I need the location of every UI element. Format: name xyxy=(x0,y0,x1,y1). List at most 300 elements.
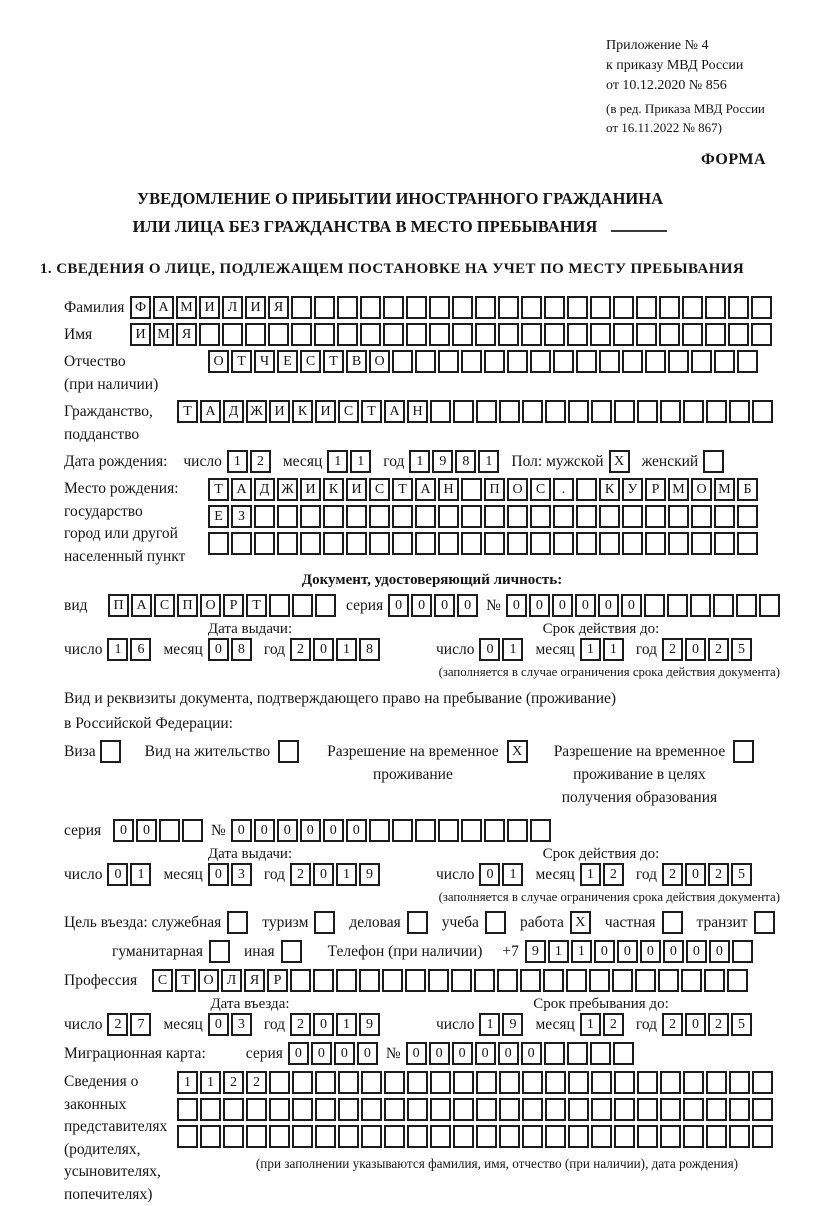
char-cell[interactable]: Ф xyxy=(130,296,151,319)
char-cell[interactable]: 9 xyxy=(359,863,380,886)
char-cell[interactable]: 2 xyxy=(223,1071,244,1094)
char-cell[interactable]: 3 xyxy=(231,1013,252,1036)
char-cell[interactable] xyxy=(292,1125,313,1148)
char-cell[interactable] xyxy=(292,1098,313,1121)
char-cell[interactable]: С xyxy=(338,400,359,423)
char-cell[interactable] xyxy=(658,969,679,992)
char-cell[interactable]: 1 xyxy=(327,450,348,473)
char-cell[interactable]: Н xyxy=(407,400,428,423)
char-cell[interactable] xyxy=(522,1098,543,1121)
char-cell[interactable]: 0 xyxy=(598,594,619,617)
char-cell[interactable] xyxy=(544,296,565,319)
char-cell[interactable] xyxy=(315,1098,336,1121)
char-cell[interactable]: 2 xyxy=(246,1071,267,1094)
char-cell[interactable] xyxy=(100,740,121,763)
char-cell[interactable] xyxy=(635,969,656,992)
char-cell[interactable] xyxy=(438,819,459,842)
char-cell[interactable]: 0 xyxy=(457,594,478,617)
char-cell[interactable] xyxy=(659,323,680,346)
char-cell[interactable] xyxy=(429,296,450,319)
char-cell[interactable] xyxy=(751,323,772,346)
char-cell[interactable]: С xyxy=(530,478,551,501)
char-cell[interactable] xyxy=(182,819,203,842)
char-cell[interactable]: 1 xyxy=(409,450,430,473)
char-cell[interactable]: 0 xyxy=(685,1013,706,1036)
char-cell[interactable]: 2 xyxy=(290,863,311,886)
char-cell[interactable] xyxy=(452,323,473,346)
char-cell[interactable] xyxy=(553,532,574,555)
char-cell[interactable] xyxy=(223,1125,244,1148)
char-cell[interactable] xyxy=(729,1098,750,1121)
char-cell[interactable]: Т xyxy=(392,478,413,501)
char-cell[interactable] xyxy=(453,1098,474,1121)
char-cell[interactable] xyxy=(530,350,551,373)
char-cell[interactable] xyxy=(590,323,611,346)
char-cell[interactable] xyxy=(315,594,336,617)
char-cell[interactable] xyxy=(361,1098,382,1121)
char-cell[interactable] xyxy=(522,1071,543,1094)
char-cell[interactable] xyxy=(369,532,390,555)
char-cell[interactable] xyxy=(567,323,588,346)
char-cell[interactable]: 0 xyxy=(346,819,367,842)
char-cell[interactable] xyxy=(545,1098,566,1121)
char-cell[interactable] xyxy=(691,505,712,528)
char-cell[interactable] xyxy=(429,323,450,346)
char-cell[interactable] xyxy=(209,940,230,963)
char-cell[interactable] xyxy=(315,1071,336,1094)
char-cell[interactable] xyxy=(383,296,404,319)
char-cell[interactable] xyxy=(683,400,704,423)
char-cell[interactable] xyxy=(576,350,597,373)
char-cell[interactable]: 0 xyxy=(313,1013,334,1036)
char-cell[interactable]: И xyxy=(245,296,266,319)
char-cell[interactable]: Л xyxy=(221,969,242,992)
char-cell[interactable]: 1 xyxy=(502,863,523,886)
char-cell[interactable]: Т xyxy=(208,478,229,501)
char-cell[interactable] xyxy=(346,532,367,555)
char-cell[interactable] xyxy=(691,350,712,373)
char-cell[interactable] xyxy=(227,911,248,934)
char-cell[interactable] xyxy=(359,969,380,992)
char-cell[interactable] xyxy=(660,1098,681,1121)
char-cell[interactable] xyxy=(752,1125,773,1148)
char-cell[interactable]: Ж xyxy=(246,400,267,423)
char-cell[interactable] xyxy=(291,323,312,346)
char-cell[interactable] xyxy=(507,532,528,555)
char-cell[interactable] xyxy=(668,532,689,555)
char-cell[interactable] xyxy=(599,350,620,373)
char-cell[interactable]: 1 xyxy=(580,1013,601,1036)
char-cell[interactable] xyxy=(231,532,252,555)
char-cell[interactable]: А xyxy=(415,478,436,501)
char-cell[interactable] xyxy=(438,532,459,555)
char-cell[interactable]: З xyxy=(231,505,252,528)
char-cell[interactable]: 0 xyxy=(575,594,596,617)
char-cell[interactable] xyxy=(484,532,505,555)
char-cell[interactable]: Т xyxy=(175,969,196,992)
char-cell[interactable] xyxy=(706,400,727,423)
char-cell[interactable] xyxy=(714,505,735,528)
char-cell[interactable]: В xyxy=(346,350,367,373)
char-cell[interactable] xyxy=(622,505,643,528)
char-cell[interactable] xyxy=(476,1071,497,1094)
char-cell[interactable] xyxy=(323,505,344,528)
char-cell[interactable]: 0 xyxy=(208,638,229,661)
char-cell[interactable] xyxy=(438,505,459,528)
char-cell[interactable] xyxy=(681,969,702,992)
char-cell[interactable] xyxy=(497,969,518,992)
char-cell[interactable] xyxy=(484,819,505,842)
char-cell[interactable] xyxy=(683,1098,704,1121)
char-cell[interactable]: 0 xyxy=(506,594,527,617)
char-cell[interactable] xyxy=(614,1098,635,1121)
char-cell[interactable]: 8 xyxy=(455,450,476,473)
char-cell[interactable] xyxy=(737,350,758,373)
char-cell[interactable] xyxy=(159,819,180,842)
char-cell[interactable]: 0 xyxy=(686,940,707,963)
char-cell[interactable]: С xyxy=(154,594,175,617)
char-cell[interactable] xyxy=(498,296,519,319)
char-cell[interactable] xyxy=(752,1071,773,1094)
char-cell[interactable] xyxy=(599,505,620,528)
char-cell[interactable] xyxy=(732,940,753,963)
char-cell[interactable]: 2 xyxy=(662,863,683,886)
char-cell[interactable] xyxy=(269,1125,290,1148)
char-cell[interactable] xyxy=(752,1098,773,1121)
char-cell[interactable] xyxy=(360,296,381,319)
char-cell[interactable] xyxy=(612,969,633,992)
char-cell[interactable]: 1 xyxy=(603,638,624,661)
char-cell[interactable]: 0 xyxy=(231,819,252,842)
char-cell[interactable]: 1 xyxy=(227,450,248,473)
char-cell[interactable] xyxy=(662,911,683,934)
char-cell[interactable]: К xyxy=(323,478,344,501)
char-cell[interactable] xyxy=(637,1071,658,1094)
char-cell[interactable]: М xyxy=(176,296,197,319)
char-cell[interactable]: А xyxy=(231,478,252,501)
char-cell[interactable]: X xyxy=(609,450,630,473)
char-cell[interactable] xyxy=(254,532,275,555)
char-cell[interactable] xyxy=(521,323,542,346)
char-cell[interactable]: 0 xyxy=(136,819,157,842)
char-cell[interactable] xyxy=(199,323,220,346)
char-cell[interactable] xyxy=(361,1071,382,1094)
char-cell[interactable] xyxy=(430,1125,451,1148)
char-cell[interactable]: И xyxy=(315,400,336,423)
char-cell[interactable] xyxy=(591,1098,612,1121)
char-cell[interactable] xyxy=(660,1071,681,1094)
char-cell[interactable]: 0 xyxy=(479,638,500,661)
char-cell[interactable] xyxy=(290,969,311,992)
char-cell[interactable] xyxy=(336,969,357,992)
char-cell[interactable] xyxy=(177,1125,198,1148)
char-cell[interactable] xyxy=(682,323,703,346)
char-cell[interactable] xyxy=(591,400,612,423)
char-cell[interactable] xyxy=(520,969,541,992)
char-cell[interactable] xyxy=(360,323,381,346)
char-cell[interactable] xyxy=(614,400,635,423)
char-cell[interactable] xyxy=(384,1071,405,1094)
char-cell[interactable] xyxy=(729,400,750,423)
char-cell[interactable] xyxy=(622,532,643,555)
char-cell[interactable]: Т xyxy=(323,350,344,373)
char-cell[interactable]: 2 xyxy=(250,450,271,473)
char-cell[interactable] xyxy=(474,969,495,992)
char-cell[interactable] xyxy=(245,323,266,346)
char-cell[interactable] xyxy=(278,740,299,763)
char-cell[interactable]: 9 xyxy=(432,450,453,473)
char-cell[interactable]: А xyxy=(384,400,405,423)
char-cell[interactable] xyxy=(200,1098,221,1121)
char-cell[interactable] xyxy=(728,323,749,346)
char-cell[interactable] xyxy=(530,532,551,555)
char-cell[interactable] xyxy=(545,400,566,423)
char-cell[interactable]: 5 xyxy=(731,1013,752,1036)
char-cell[interactable] xyxy=(346,505,367,528)
char-cell[interactable] xyxy=(200,1125,221,1148)
char-cell[interactable]: И xyxy=(300,478,321,501)
char-cell[interactable]: 2 xyxy=(603,1013,624,1036)
char-cell[interactable]: 0 xyxy=(411,594,432,617)
char-cell[interactable]: 0 xyxy=(498,1042,519,1065)
char-cell[interactable]: 1 xyxy=(478,450,499,473)
char-cell[interactable] xyxy=(589,969,610,992)
char-cell[interactable] xyxy=(461,505,482,528)
char-cell[interactable] xyxy=(703,450,724,473)
char-cell[interactable]: И xyxy=(199,296,220,319)
char-cell[interactable] xyxy=(292,1071,313,1094)
char-cell[interactable]: О xyxy=(369,350,390,373)
char-cell[interactable]: 2 xyxy=(107,1013,128,1036)
char-cell[interactable] xyxy=(705,323,726,346)
char-cell[interactable] xyxy=(568,1125,589,1148)
char-cell[interactable]: О xyxy=(691,478,712,501)
char-cell[interactable] xyxy=(566,969,587,992)
char-cell[interactable]: 2 xyxy=(603,863,624,886)
char-cell[interactable] xyxy=(269,1071,290,1094)
char-cell[interactable] xyxy=(706,1125,727,1148)
char-cell[interactable]: 0 xyxy=(334,1042,355,1065)
char-cell[interactable]: Т xyxy=(177,400,198,423)
char-cell[interactable]: 1 xyxy=(177,1071,198,1094)
char-cell[interactable] xyxy=(545,1071,566,1094)
char-cell[interactable]: П xyxy=(177,594,198,617)
char-cell[interactable] xyxy=(530,819,551,842)
char-cell[interactable] xyxy=(545,1125,566,1148)
char-cell[interactable] xyxy=(614,1071,635,1094)
char-cell[interactable] xyxy=(384,1098,405,1121)
char-cell[interactable]: С xyxy=(300,350,321,373)
char-cell[interactable]: 9 xyxy=(359,1013,380,1036)
char-cell[interactable] xyxy=(407,1098,428,1121)
char-cell[interactable]: 0 xyxy=(311,1042,332,1065)
char-cell[interactable] xyxy=(683,1125,704,1148)
char-cell[interactable] xyxy=(208,532,229,555)
char-cell[interactable] xyxy=(544,323,565,346)
char-cell[interactable]: 9 xyxy=(525,940,546,963)
char-cell[interactable] xyxy=(430,400,451,423)
char-cell[interactable] xyxy=(246,1125,267,1148)
char-cell[interactable] xyxy=(714,350,735,373)
char-cell[interactable] xyxy=(277,532,298,555)
char-cell[interactable] xyxy=(475,323,496,346)
char-cell[interactable] xyxy=(591,1125,612,1148)
char-cell[interactable] xyxy=(599,532,620,555)
char-cell[interactable] xyxy=(407,1071,428,1094)
char-cell[interactable] xyxy=(754,911,775,934)
char-cell[interactable]: Л xyxy=(222,296,243,319)
char-cell[interactable]: Т xyxy=(361,400,382,423)
char-cell[interactable]: 0 xyxy=(113,819,134,842)
char-cell[interactable] xyxy=(507,505,528,528)
char-cell[interactable]: 0 xyxy=(323,819,344,842)
char-cell[interactable]: С xyxy=(369,478,390,501)
char-cell[interactable]: Я xyxy=(244,969,265,992)
char-cell[interactable] xyxy=(543,969,564,992)
char-cell[interactable]: 9 xyxy=(502,1013,523,1036)
char-cell[interactable] xyxy=(568,1071,589,1094)
char-cell[interactable] xyxy=(314,296,335,319)
char-cell[interactable]: 6 xyxy=(130,638,151,661)
char-cell[interactable]: 0 xyxy=(357,1042,378,1065)
char-cell[interactable] xyxy=(613,323,634,346)
char-cell[interactable]: 0 xyxy=(621,594,642,617)
char-cell[interactable] xyxy=(337,296,358,319)
char-cell[interactable]: 1 xyxy=(336,638,357,661)
char-cell[interactable]: 2 xyxy=(708,638,729,661)
char-cell[interactable]: 2 xyxy=(662,1013,683,1036)
char-cell[interactable] xyxy=(392,819,413,842)
char-cell[interactable]: 0 xyxy=(107,863,128,886)
char-cell[interactable]: 0 xyxy=(388,594,409,617)
char-cell[interactable] xyxy=(690,594,711,617)
char-cell[interactable]: 1 xyxy=(350,450,371,473)
char-cell[interactable]: О xyxy=(208,350,229,373)
char-cell[interactable] xyxy=(660,1125,681,1148)
char-cell[interactable] xyxy=(752,400,773,423)
char-cell[interactable] xyxy=(337,323,358,346)
char-cell[interactable]: Р xyxy=(223,594,244,617)
char-cell[interactable]: 0 xyxy=(300,819,321,842)
char-cell[interactable] xyxy=(269,594,290,617)
char-cell[interactable]: 5 xyxy=(731,863,752,886)
char-cell[interactable]: 0 xyxy=(208,1013,229,1036)
char-cell[interactable]: 0 xyxy=(277,819,298,842)
char-cell[interactable]: 0 xyxy=(521,1042,542,1065)
char-cell[interactable] xyxy=(759,594,780,617)
char-cell[interactable] xyxy=(452,296,473,319)
char-cell[interactable]: 0 xyxy=(254,819,275,842)
char-cell[interactable]: 0 xyxy=(313,863,334,886)
char-cell[interactable]: 0 xyxy=(434,594,455,617)
char-cell[interactable]: 1 xyxy=(336,1013,357,1036)
char-cell[interactable] xyxy=(484,505,505,528)
char-cell[interactable] xyxy=(737,505,758,528)
char-cell[interactable] xyxy=(415,532,436,555)
char-cell[interactable] xyxy=(614,1125,635,1148)
char-cell[interactable] xyxy=(300,505,321,528)
char-cell[interactable]: 0 xyxy=(475,1042,496,1065)
char-cell[interactable]: О xyxy=(200,594,221,617)
char-cell[interactable]: К xyxy=(599,478,620,501)
char-cell[interactable] xyxy=(369,819,390,842)
char-cell[interactable] xyxy=(451,969,472,992)
char-cell[interactable]: X xyxy=(507,740,528,763)
char-cell[interactable] xyxy=(453,400,474,423)
char-cell[interactable]: 0 xyxy=(594,940,615,963)
char-cell[interactable] xyxy=(568,1098,589,1121)
char-cell[interactable] xyxy=(485,911,506,934)
char-cell[interactable] xyxy=(323,532,344,555)
char-cell[interactable]: Ч xyxy=(254,350,275,373)
char-cell[interactable] xyxy=(415,350,436,373)
char-cell[interactable]: 0 xyxy=(709,940,730,963)
char-cell[interactable] xyxy=(407,911,428,934)
char-cell[interactable]: Е xyxy=(208,505,229,528)
char-cell[interactable] xyxy=(461,478,482,501)
char-cell[interactable] xyxy=(553,350,574,373)
char-cell[interactable]: 1 xyxy=(580,638,601,661)
char-cell[interactable]: X xyxy=(570,911,591,934)
char-cell[interactable]: Е xyxy=(277,350,298,373)
char-cell[interactable] xyxy=(706,1071,727,1094)
char-cell[interactable] xyxy=(428,969,449,992)
char-cell[interactable]: 2 xyxy=(708,1013,729,1036)
char-cell[interactable]: 1 xyxy=(571,940,592,963)
char-cell[interactable] xyxy=(277,505,298,528)
char-cell[interactable] xyxy=(613,296,634,319)
char-cell[interactable]: И xyxy=(346,478,367,501)
char-cell[interactable]: Б xyxy=(737,478,758,501)
char-cell[interactable] xyxy=(369,505,390,528)
char-cell[interactable] xyxy=(660,400,681,423)
char-cell[interactable]: 0 xyxy=(452,1042,473,1065)
char-cell[interactable] xyxy=(544,1042,565,1065)
char-cell[interactable] xyxy=(415,819,436,842)
char-cell[interactable] xyxy=(751,296,772,319)
char-cell[interactable] xyxy=(576,532,597,555)
char-cell[interactable]: 0 xyxy=(313,638,334,661)
char-cell[interactable]: С xyxy=(152,969,173,992)
char-cell[interactable] xyxy=(453,1125,474,1148)
char-cell[interactable]: А xyxy=(200,400,221,423)
char-cell[interactable]: 3 xyxy=(231,863,252,886)
char-cell[interactable] xyxy=(521,296,542,319)
char-cell[interactable] xyxy=(384,1125,405,1148)
char-cell[interactable]: И xyxy=(269,400,290,423)
char-cell[interactable]: 2 xyxy=(290,1013,311,1036)
char-cell[interactable]: 1 xyxy=(580,863,601,886)
char-cell[interactable] xyxy=(613,1042,634,1065)
char-cell[interactable] xyxy=(728,296,749,319)
char-cell[interactable] xyxy=(622,350,643,373)
char-cell[interactable]: О xyxy=(198,969,219,992)
char-cell[interactable] xyxy=(430,1071,451,1094)
char-cell[interactable]: 0 xyxy=(640,940,661,963)
char-cell[interactable] xyxy=(292,594,313,617)
char-cell[interactable]: П xyxy=(484,478,505,501)
char-cell[interactable] xyxy=(568,400,589,423)
char-cell[interactable]: Н xyxy=(438,478,459,501)
char-cell[interactable] xyxy=(704,969,725,992)
char-cell[interactable] xyxy=(733,740,754,763)
char-cell[interactable] xyxy=(705,296,726,319)
char-cell[interactable]: 8 xyxy=(359,638,380,661)
char-cell[interactable]: К xyxy=(292,400,313,423)
char-cell[interactable] xyxy=(499,400,520,423)
char-cell[interactable]: П xyxy=(108,594,129,617)
char-cell[interactable] xyxy=(567,296,588,319)
